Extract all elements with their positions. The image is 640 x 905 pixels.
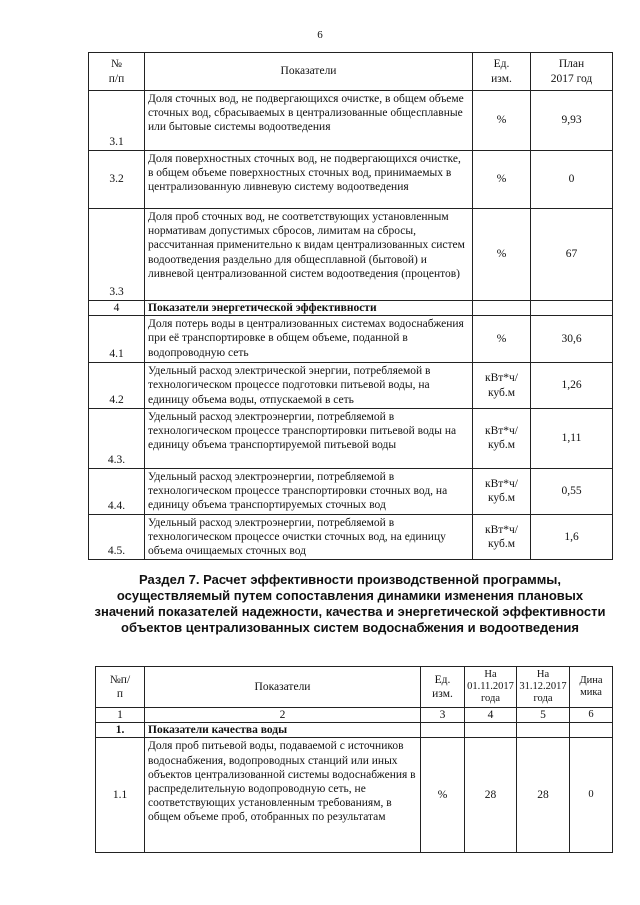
row-value: 1,6 [531,514,613,560]
row-indicator: Доля потерь воды в централизованных системах водоснабжения при её транспортировке в общем объеме, поданной в водопроводную сеть [145,316,473,363]
table-header-row [89,53,613,91]
row-indicator: Доля проб сточных вод, не соответствующих установленным нормативам допустимых сбросов, лимитам на сбросы, рассчитанная применительно к видам централизованных систем водоотведения раздельно для общесплавной (бытовой) и ливневой централизованной систем водоотведения (процентов) [145,209,473,301]
empty-cell [465,723,517,738]
header-num: № п/п [89,53,145,91]
row-value-date-1: 28 [465,738,517,853]
row-unit: % [473,151,531,209]
empty-cell [531,301,613,316]
efficiency-dynamics-table [95,666,613,853]
row-unit: кВт*ч/ куб.м [473,514,531,560]
table-row [89,468,613,514]
row-value: 30,6 [531,316,613,363]
empty-cell [421,723,465,738]
section-num: 4 [89,301,145,316]
index-cell: 2 [145,708,421,723]
row-dynamics: 0 [570,738,613,853]
header-dynamics: Дина мика [570,667,613,708]
row-indicator: Доля проб питьевой воды, подаваемой с источников водоснабжения, водопроводных станций или иных объектов централизованной системы водоснабжения в распределительную водопроводную сеть, не соответствующих установленным требованиям, в общем объеме проб, отобранных по результатам [145,738,421,853]
row-unit: кВт*ч/ куб.м [473,408,531,468]
empty-cell [473,301,531,316]
page-number: 6 [317,29,323,41]
row-value: 0,55 [531,468,613,514]
row-value: 1,11 [531,408,613,468]
index-cell: 3 [421,708,465,723]
section-row [96,723,613,738]
row-value: 9,93 [531,91,613,151]
row-unit: кВт*ч/ куб.м [473,363,531,409]
index-cell: 5 [517,708,570,723]
table-row [89,91,613,151]
row-num: 1.1 [96,738,145,853]
table-row [89,514,613,560]
header-num: №п/ п [96,667,145,708]
index-cell: 4 [465,708,517,723]
table-row [89,209,613,301]
row-unit: % [473,91,531,151]
row-value-date-2: 28 [517,738,570,853]
header-plan: План 2017 год [531,53,613,91]
row-value: 1,26 [531,363,613,409]
table-row [89,316,613,363]
row-num: 3.2 [89,151,145,209]
section-row [89,301,613,316]
table-row [96,738,613,853]
row-num: 4.1 [89,316,145,363]
row-unit: % [473,316,531,363]
table-row [89,363,613,409]
row-unit: % [473,209,531,301]
row-indicator: Удельный расход электроэнергии, потребляемой в технологическом процессе очистки сточных вод, на единицу объема очищаемых сточных вод [145,514,473,560]
row-num: 4.4. [89,468,145,514]
section-num: 1. [96,723,145,738]
header-unit: Ед. изм. [473,53,531,91]
index-row [96,708,613,723]
index-cell: 1 [96,708,145,723]
empty-cell [517,723,570,738]
row-num: 4.5. [89,514,145,560]
row-indicator: Удельный расход электроэнергии, потребляемой в технологическом процессе транспортировки питьевой воды на единицу объема транспортируемой питьевой воды [145,408,473,468]
row-value: 0 [531,151,613,209]
row-num: 3.1 [89,91,145,151]
header-indicators: Показатели [145,667,421,708]
section-title: Показатели энергетической эффективности [145,301,473,316]
section-title: Показатели качества воды [145,723,421,738]
empty-cell [570,723,613,738]
row-num: 3.3 [89,209,145,301]
header-indicators: Показатели [145,53,473,91]
header-date-1: На 01.11.2017 года [465,667,517,708]
header-unit: Ед. изм. [421,667,465,708]
row-unit: % [421,738,465,853]
table-row [89,408,613,468]
row-indicator: Удельный расход электроэнергии, потребляемой в технологическом процессе транспортировки сточных вод, на единицу объема транспортируемых сточных вод [145,468,473,514]
indicators-plan-table [88,52,613,560]
section-7-heading: Раздел 7. Расчет эффективности производственной программы, осуществляемый путем сопоставления динамики изменения плановых значений показателей надежности, качества и энергетической эффективности объектов централизованных систем водоснабжения и водоотведения [94,572,606,635]
header-date-2: На 31.12.2017 года [517,667,570,708]
row-indicator: Доля сточных вод, не подвергающихся очистке, в общем объеме сточных вод, сбрасываемых в централизованные общесплавные или бытовые системы водоотведения [145,91,473,151]
table-header-row [96,667,613,708]
row-num: 4.3. [89,408,145,468]
row-value: 67 [531,209,613,301]
row-unit: кВт*ч/ куб.м [473,468,531,514]
row-indicator: Доля поверхностных сточных вод, не подвергающихся очистке, в общем объеме поверхностных сточных вод, принимаемых в централизованную ливневую систему водоотведения [145,151,473,209]
index-cell: 6 [570,708,613,723]
table-row [89,151,613,209]
row-num: 4.2 [89,363,145,409]
row-indicator: Удельный расход электрической энергии, потребляемой в технологическом процессе подготовки питьевой воды, на единицу объема воды, отпускаемой в сеть [145,363,473,409]
